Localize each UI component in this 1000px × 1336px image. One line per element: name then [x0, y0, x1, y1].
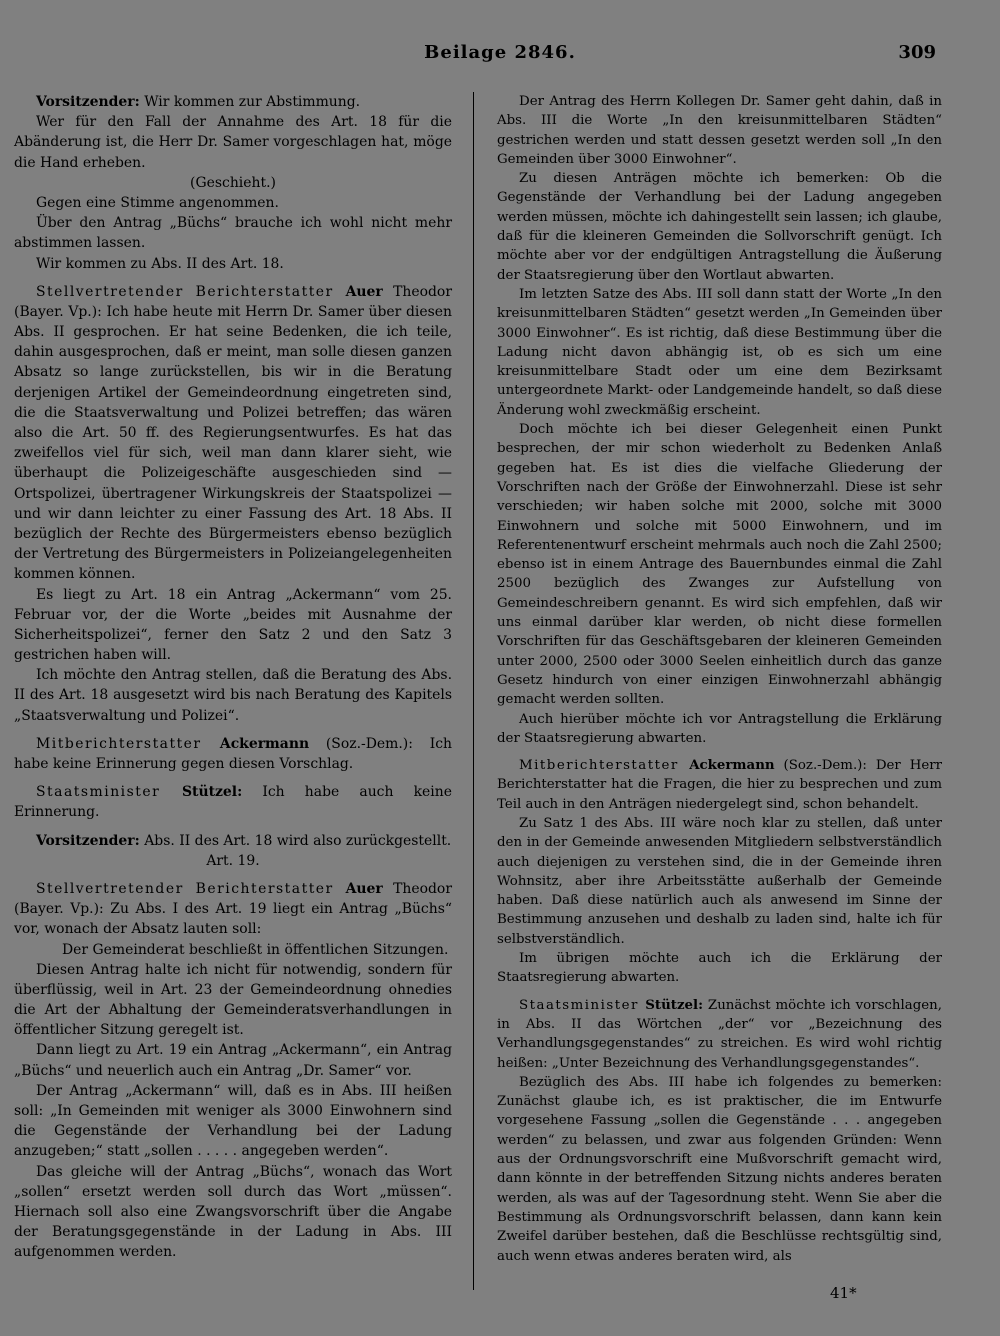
paragraph-text: (Soz.-Dem.): Der Herr Berichterstatter hat die Fragen, die hier zu besprechen und zum Teil auch in den Anträgen niedergelegt sind, schon behandelt.	[497, 758, 943, 812]
paragraph	[14, 782, 452, 822]
paragraph: Ich möchte den Antrag stellen, daß die Beratung des Abs. II des Art. 18 ausgesetzt wird bis nach Beratung des Kapitels „Staatsverwaltung und Polizei“.	[14, 667, 452, 724]
paragraph: Zu diesen Anträgen möchte ich bemerken: Ob die Gegenstände der Verhandlung bei der Ladung angegeben werden müssen, möchte ich dahingestellt sein lassen; ich glaube, daß für die kleineren Gemeinden die Sollvorschrift genügt. Ich möchte aber vor der endgültigen Antragstellung die Äußerung der Staatsregierung über den Wortlaut abwarten.	[497, 171, 942, 283]
paragraph: Gegen eine Stimme angenommen.	[36, 194, 279, 211]
speaker-role: Stellvertretender Berichterstatter	[36, 283, 346, 300]
article-heading: Art. 19.	[206, 852, 260, 869]
paragraph: Auch hierüber möchte ich vor Antragstellung die Erklärung der Staatsregierung abwarten.	[497, 711, 942, 746]
paragraph-text: Theodor (Bayer. Vp.): Zu Abs. I des Art. 19 liegt ein Antrag „Büchs“ vor, wonach der Absatz lauten soll:	[14, 880, 452, 938]
paragraph	[497, 756, 942, 814]
paragraph: Der Antrag „Ackermann“ will, daß es in Abs. III heißen soll: „In Gemeinden mit weniger als 3000 Einwohnern sind die Gegenstände der Verhandlung bei der Ladung anzugeben;“ statt „sollen . . . . . angegeben werden“.	[14, 1082, 452, 1160]
paragraph-text: Abs. II des Art. 18 wird also zurückgestellt.	[139, 832, 452, 849]
paragraph: Zu Satz 1 des Abs. III wäre noch klar zu stellen, daß unter den in der Gemeinde anwesenden Mitgliedern selbstverständlich auch diejenigen zu verstehen sind, die in der Gemeinde ihren Wohnsitz, aber ihre Arbeitsstätte außerhalb der Gemeinde haben. Daß diese natürlich auch als anwesend im Sinne der Bestimmung anzusehen und deshalb zu laden sind, halte ich für selbstverständlich.	[497, 815, 942, 947]
right-column	[497, 92, 942, 1266]
paragraph: Bezüglich des Abs. III habe ich folgendes zu bemerken: Zunächst glaube ich, es ist praktischer, die im Entwurfe vorgesehene Fassung „sollen die Gegenstände . . . angegeben werden“ zu belassen, und zwar aus folgenden Gründen: Wenn aus der Ordnungsvorschrift eine Mußvorschrift gemacht wird, dann könnte in der betreffenden Sitzung nichts anderes beraten werden, als was auf der Tagesordnung steht. Wenn Sie aber die Bestimmung als Ordnungsvorschrift belassen, dann kann kein Zweifel darüber bestehen, daß die Beschlüsse rechtsgültig sind, auch wenn etwas anderes beraten wird, als	[497, 1074, 942, 1264]
paragraph: Wir kommen zu Abs. II des Art. 18.	[36, 255, 284, 272]
speaker-name: Auer	[345, 880, 383, 897]
paragraph: Diesen Antrag halte ich nicht für notwendig, sondern für überflüssig, weil in Art. 23 der Gemeindeordnung ohnedies die Art der Abhaltung der Gemeinderatsverhandlungen in öffentlicher Sitzung geregelt ist.	[14, 961, 452, 1039]
paragraph-text: Wir kommen zur Abstimmung.	[139, 94, 361, 110]
speaker-role: Staatsminister	[36, 784, 182, 801]
paragraph-text: Theodor (Bayer. Vp.): Ich habe heute mit Herrn Dr. Samer über diesen Abs. II gesprochen. Er hat seine Bedenken, die ich teile, dahin ausgesprochen, daß er meint, man solle diesen ganzen Absatz so lange zurückstellen, bis wir in die Beratung derjenigen Artikel der Gemeindeordnung eingetreten sind, die die Staatsverwaltung und Polizei betreffen; das wären also die Art. 50 ff. des Regierungsentwurfes. Es hat das zweifellos viel für sich, weil man dann klarer sieht, wie überhaupt die Polizeigeschäfte ausgeschieden sind — Ortspolizei, übertragener Wirkungskreis der Staatspolizei — und wir dann leichter zu einer Fassung des Art. 18 Abs. II bezüglich der Rechte des Bürgermeisters ebenso bezüglich der Vertretung des Bürgermeisters in Polizeiangelegenheiten kommen können.	[14, 283, 452, 583]
speaker-name: Stützel:	[181, 784, 243, 801]
paragraph: Der Antrag des Herrn Kollegen Dr. Samer geht dahin, daß in Abs. III die Worte „In den kreisunmittelbaren Städten“ gestrichen werden und statt dessen gesetzt werden soll „In den Gemeinden über 3000 Einwohner“.	[497, 94, 942, 167]
speaker-role: Stellvertretender Berichterstatter	[36, 880, 346, 897]
speaker-name: Auer	[345, 283, 383, 300]
paragraph-text: Zunächst möchte ich vorschlagen, in Abs. II das Wörtchen „der“ vor „Bezeichnung des Verhandlungsgegenstandes“ zu streichen. Es wird wohl richtig heißen: „Unter Bezeichnung des Verhandlungsgegenstandes“.	[497, 997, 943, 1071]
paragraph: Über den Antrag „Büchs“ brauche ich wohl nicht mehr abstimmen lassen.	[14, 215, 452, 252]
speaker-name: Vorsitzender:	[36, 832, 140, 849]
paragraph	[14, 831, 452, 851]
left-column	[14, 92, 452, 1263]
signature-mark: 41*	[830, 1284, 857, 1302]
column-divider	[473, 92, 474, 1290]
page-number: 309	[898, 42, 936, 63]
paragraph	[14, 734, 452, 774]
page-header-title: Beilage 2846.	[424, 42, 576, 63]
paragraph-text: Ich habe auch keine Erinnerung.	[14, 784, 452, 821]
paragraph: Im letzten Satze des Abs. III soll dann statt der Worte „In den kreisunmittelbaren Städten“ gesetzt werden „In Gemeinden über 3000 Einwohner“. Es ist richtig, daß diese Bestimmung über die Ladung nicht davon abhängig ist, ob es sich um eine kreisunmittelbare Stadt oder um eine dem Bezirksamt untergeordnete Markt- oder Landgemeinde handelt, so daß diese Änderung wohl zweckmäßig erscheint.	[497, 286, 942, 418]
speaker-name: Vorsitzender:	[36, 94, 140, 110]
paragraph: Doch möchte ich bei dieser Gelegenheit einen Punkt besprechen, der mir schon wiederholt zu Bedenken Anlaß gegeben hat. Es ist dies die vielfache Gliederung der Vorschriften nach der Größe der Einwohnerzahl. Diese ist sehr verschieden; wir haben solche mit 2000, solche mit 3000 Einwohnern und solche mit 5000 Einwohnern, und im Referentenentwurf erscheint mehrmals auch noch die Zahl 2500; ebenso ist in einem Antrage des Bauernbundes einmal die Zahl 2500 bezüglich des Zwanges zur Aufstellung von Gemeindeschreibern genannt. Es wird sich empfehlen, daß wir uns einmal darüber klar werden, ob nicht diese formellen Vorschriften für das Geschäftsgebaren der kleineren Gemeinden unter 2000, 2500 oder 3000 Seelen einheitlich durch das ganze Gesetz hindurch von einer einzigen Einwohnerzahl abhängig gemacht werden sollten.	[497, 422, 942, 708]
speaker-name: Ackermann	[689, 757, 775, 774]
speaker-name: Ackermann	[219, 735, 310, 752]
speaker-role: Staatsminister	[519, 997, 646, 1013]
paragraph	[14, 92, 452, 112]
paragraph: Wer für den Fall der Annahme des Art. 18 für die Abänderung ist, die Herr Dr. Samer vorgeschlagen hat, möge die Hand erheben.	[14, 114, 452, 171]
quoted-proposal: Der Gemeinderat beschließt in öffentlichen Sitzungen.	[62, 941, 449, 958]
paragraph: Das gleiche will der Antrag „Büchs“, wonach das Wort „sollen“ ersetzt werden soll durch das Wort „müssen“. Hiernach soll also eine Zwangsvorschrift über die Angabe der Beratungsgegenstände in der Ladung in Abs. III aufgenommen werden.	[14, 1163, 452, 1261]
paragraph	[14, 282, 452, 585]
paragraph-text: (Soz.-Dem.): Ich habe keine Erinnerung gegen diesen Vorschlag.	[14, 735, 452, 772]
paragraph	[14, 879, 452, 940]
paragraph: Dann liegt zu Art. 19 ein Antrag „Ackermann“, ein Antrag „Büchs“ und neuerlich auch ein Antrag „Dr. Samer“ vor.	[14, 1042, 452, 1079]
speaker-role: Mitberichterstatter	[519, 758, 690, 774]
speaker-name: Stützel:	[645, 996, 704, 1013]
speaker-role: Mitberichterstatter	[36, 735, 220, 752]
paragraph	[497, 996, 942, 1073]
stage-direction: (Geschieht.)	[190, 174, 276, 191]
paragraph: Es liegt zu Art. 18 ein Antrag „Ackermann“ vom 25. Februar vor, der die Worte „beides mit Ausnahme der Sicherheitspolizei“, ferner den Satz 2 und den Satz 3 gestrichen haben will.	[14, 586, 452, 664]
paragraph: Im übrigen möchte auch ich die Erklärung der Staatsregierung abwarten.	[497, 951, 942, 986]
